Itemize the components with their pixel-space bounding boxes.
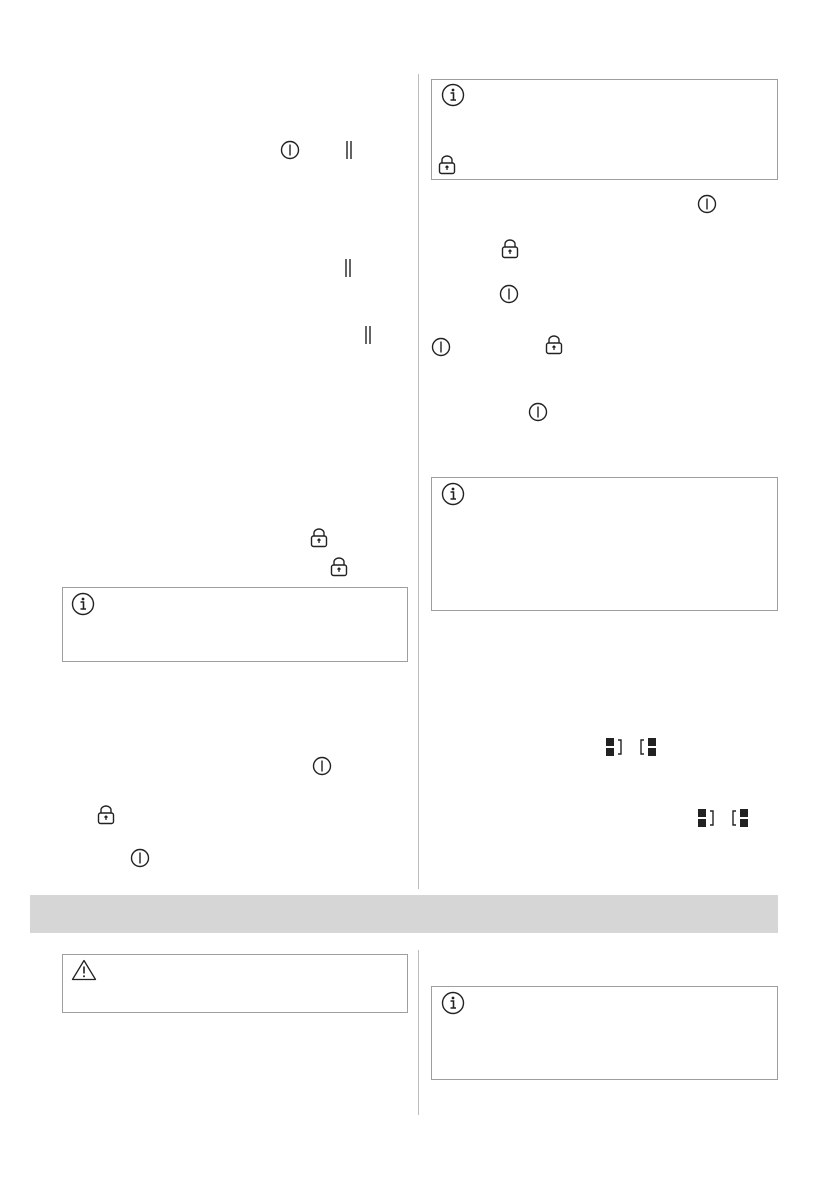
power-icon (312, 756, 332, 776)
info-note-box (431, 79, 778, 180)
info-icon (441, 482, 465, 506)
pause-icon (362, 325, 374, 345)
bridge-right-icon (637, 737, 657, 757)
bridge-right-icon (729, 808, 749, 828)
section-header-band (30, 895, 778, 933)
info-icon (441, 991, 465, 1015)
power-icon (499, 284, 519, 304)
power-icon (280, 140, 300, 160)
bridge-left-icon (697, 808, 717, 828)
lock-icon (97, 805, 115, 825)
warning-icon (71, 959, 97, 981)
info-icon (441, 83, 465, 107)
bridge-left-icon (605, 737, 625, 757)
lock-icon (501, 239, 519, 259)
power-icon (528, 402, 548, 422)
warning-note-box (62, 954, 408, 1013)
info-note-box (431, 477, 778, 611)
power-icon (431, 337, 451, 357)
lock-icon (438, 155, 456, 175)
info-note-box (62, 587, 408, 662)
column-divider-top (418, 74, 419, 889)
power-icon (130, 848, 150, 868)
lock-icon (310, 528, 328, 548)
power-icon (697, 194, 717, 214)
lock-icon (330, 557, 348, 577)
pause-icon (343, 140, 355, 160)
info-note-box (431, 986, 778, 1080)
lock-icon (545, 335, 563, 355)
column-divider-bottom (418, 950, 419, 1115)
pause-icon (342, 258, 354, 278)
info-icon (71, 592, 95, 616)
